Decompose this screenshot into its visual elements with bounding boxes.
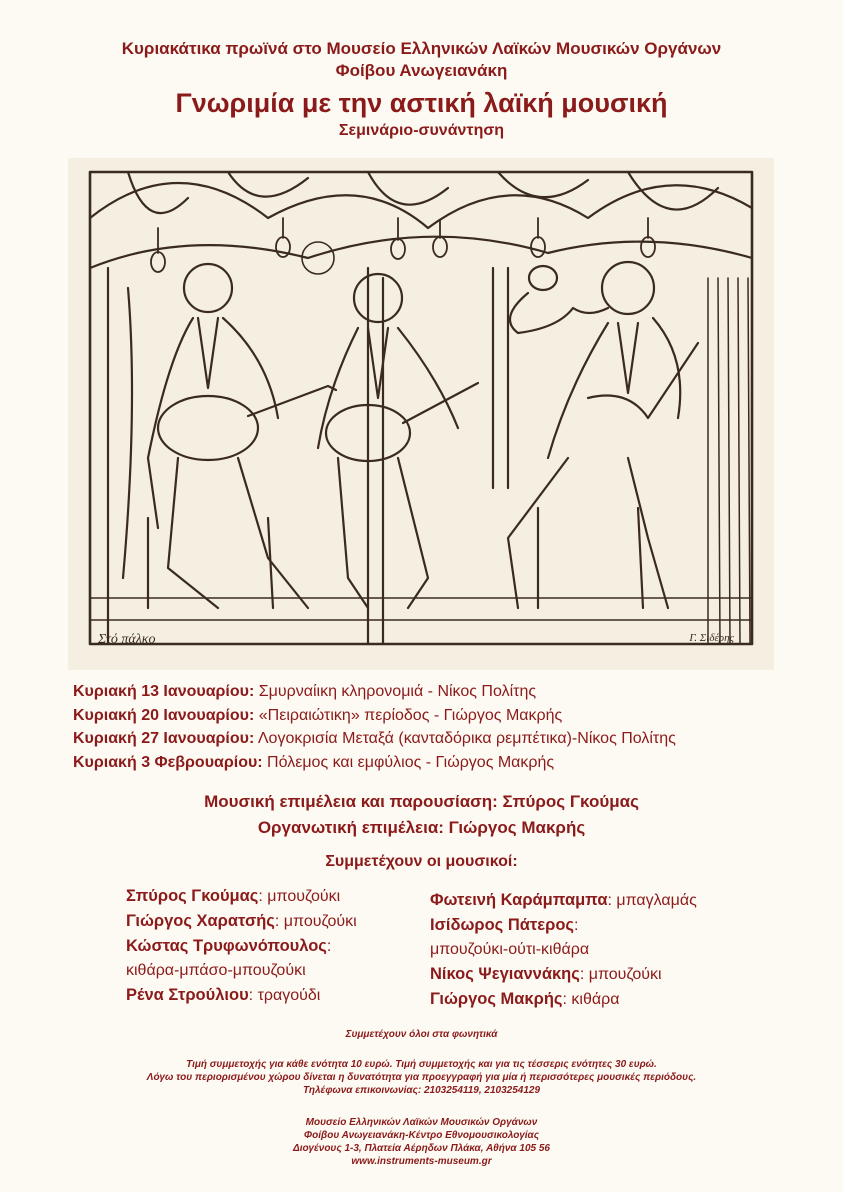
musician-role-continued: κιθάρα-μπάσο-μπουζούκι: [126, 962, 306, 979]
musician-entry: [430, 987, 697, 1012]
session-date: Κυριακή 3 Φεβρουαρίου:: [73, 753, 263, 771]
session-topic: Πόλεμος και εμφύλιος - Γιώργος Μακρής: [262, 753, 555, 771]
session-date: Κυριακή 13 Ιανουαρίου:: [73, 683, 255, 700]
musician-role: :: [573, 917, 579, 934]
musician-entry: [126, 983, 357, 1008]
musicians-left-column: [126, 884, 357, 1008]
session-item: [73, 680, 833, 704]
session-list: [73, 680, 833, 774]
musician-role: : μπαγλαμάς: [607, 892, 697, 909]
musician-name: Γιώργος Μακρής: [430, 990, 563, 1008]
session-date: Κυριακή 27 Ιανουαρίου:: [73, 730, 255, 747]
session-item: [73, 727, 833, 751]
session-item: [73, 751, 833, 775]
musicians-drawing: [68, 158, 774, 670]
musician-name: Ισίδωρος Πάτερος: [430, 916, 574, 934]
participants-heading: Συμμετέχουν οι μουσικοί:: [325, 853, 518, 870]
header-line-2: Φοίβου Ανωγειανάκη: [335, 61, 508, 80]
musician-role: :: [326, 938, 332, 955]
header-museum-line: [0, 38, 843, 82]
drawing-caption: Στό πάλκο: [98, 632, 156, 647]
organization-footer: [0, 1116, 843, 1168]
session-item: [73, 704, 833, 728]
website-link[interactable]: www.instruments-museum.gr: [351, 1156, 492, 1167]
org-name: Μουσείο Ελληνικών Λαϊκών Μουσικών Οργάνων: [305, 1117, 538, 1128]
musician-entry: [126, 884, 357, 909]
musician-name: Κώστας Τρυφωνόπουλος: [126, 937, 327, 955]
musician-role: : μπουζούκι: [579, 966, 662, 983]
page-subtitle: Σεμινάριο-συνάντηση: [338, 122, 505, 139]
musician-name: Σπύρος Γκούμας: [126, 887, 259, 905]
org-address: Διογένους 1-3, Πλατεία Αέρηδων Πλάκα, Αθήνα 105 56: [293, 1143, 550, 1154]
musician-name: Γιώργος Χαρατσής: [126, 912, 275, 930]
musician-role: : κιθάρα: [562, 991, 620, 1008]
session-topic: «Πειραιώτικη» περίοδος - Γιώργος Μακρής: [254, 706, 563, 724]
musician-name: Φωτεινή Καράμπαμπα: [430, 891, 608, 909]
session-topic: Λογοκρισία Μεταξά (κανταδόρικα ρεμπέτικα)-Νίκος Πολίτης: [254, 730, 676, 747]
musician-name: Ρένα Στρούλιου: [126, 986, 249, 1004]
musician-role: : μπουζούκι: [274, 913, 357, 930]
drawing-signature: Γ. Σιδέρης: [689, 632, 734, 644]
page-title: Γνωριμία με την αστική λαϊκή μουσική: [175, 88, 668, 118]
session-topic: Σμυρναίικη κληρονομιά - Νίκος Πολίτης: [254, 683, 537, 700]
fee-info: [0, 1058, 843, 1097]
organization-credit: Οργανωτική επιμέλεια: Γιώργος Μακρής: [257, 818, 586, 837]
preregistration-line: Λόγω του περιορισμένου χώρου δίνεται η δυνατότητα για προεγγραφή για μία ή περισσότερες μουσικές περιόδους.: [146, 1072, 697, 1083]
header-line-1: Κυριακάτικα πρωϊνά στο Μουσείο Ελληνικών Λαϊκών Μουσικών Οργάνων: [121, 39, 722, 58]
musician-role: : τραγούδι: [248, 987, 321, 1004]
musician-role-continued: μπουζούκι-ούτι-κιθάρα: [430, 941, 590, 958]
org-subname: Φοίβου Ανωγειανάκη-Κέντρο Εθνομουσικολογίας: [303, 1130, 540, 1141]
musician-entry: [430, 962, 697, 987]
musician-entry: [430, 888, 697, 913]
music-credit: Μουσική επιμέλεια και παρουσίαση: Σπύρος Γκούμας: [204, 792, 639, 811]
musician-entry: [126, 909, 357, 934]
musician-name: Νίκος Ψεγιαννάκης: [430, 965, 580, 983]
session-date: Κυριακή 20 Ιανουαρίου:: [73, 706, 255, 724]
vocals-note: Συμμετέχουν όλοι στα φωνητικά: [345, 1029, 498, 1040]
musician-entry: [126, 934, 357, 959]
phones-line: Τηλέφωνα επικοινωνίας: 2103254119, 2103254129: [302, 1085, 541, 1096]
musicians-right-column: [430, 888, 697, 1012]
fee-line: Τιμή συμμετοχής για κάθε ενότητα 10 ευρώ. Τιμή συμμετοχής και για τις τέσσερις ενότητες 30 ευρώ.: [186, 1059, 657, 1070]
musician-role: : μπουζούκι: [258, 888, 341, 905]
musician-entry: [430, 913, 697, 938]
